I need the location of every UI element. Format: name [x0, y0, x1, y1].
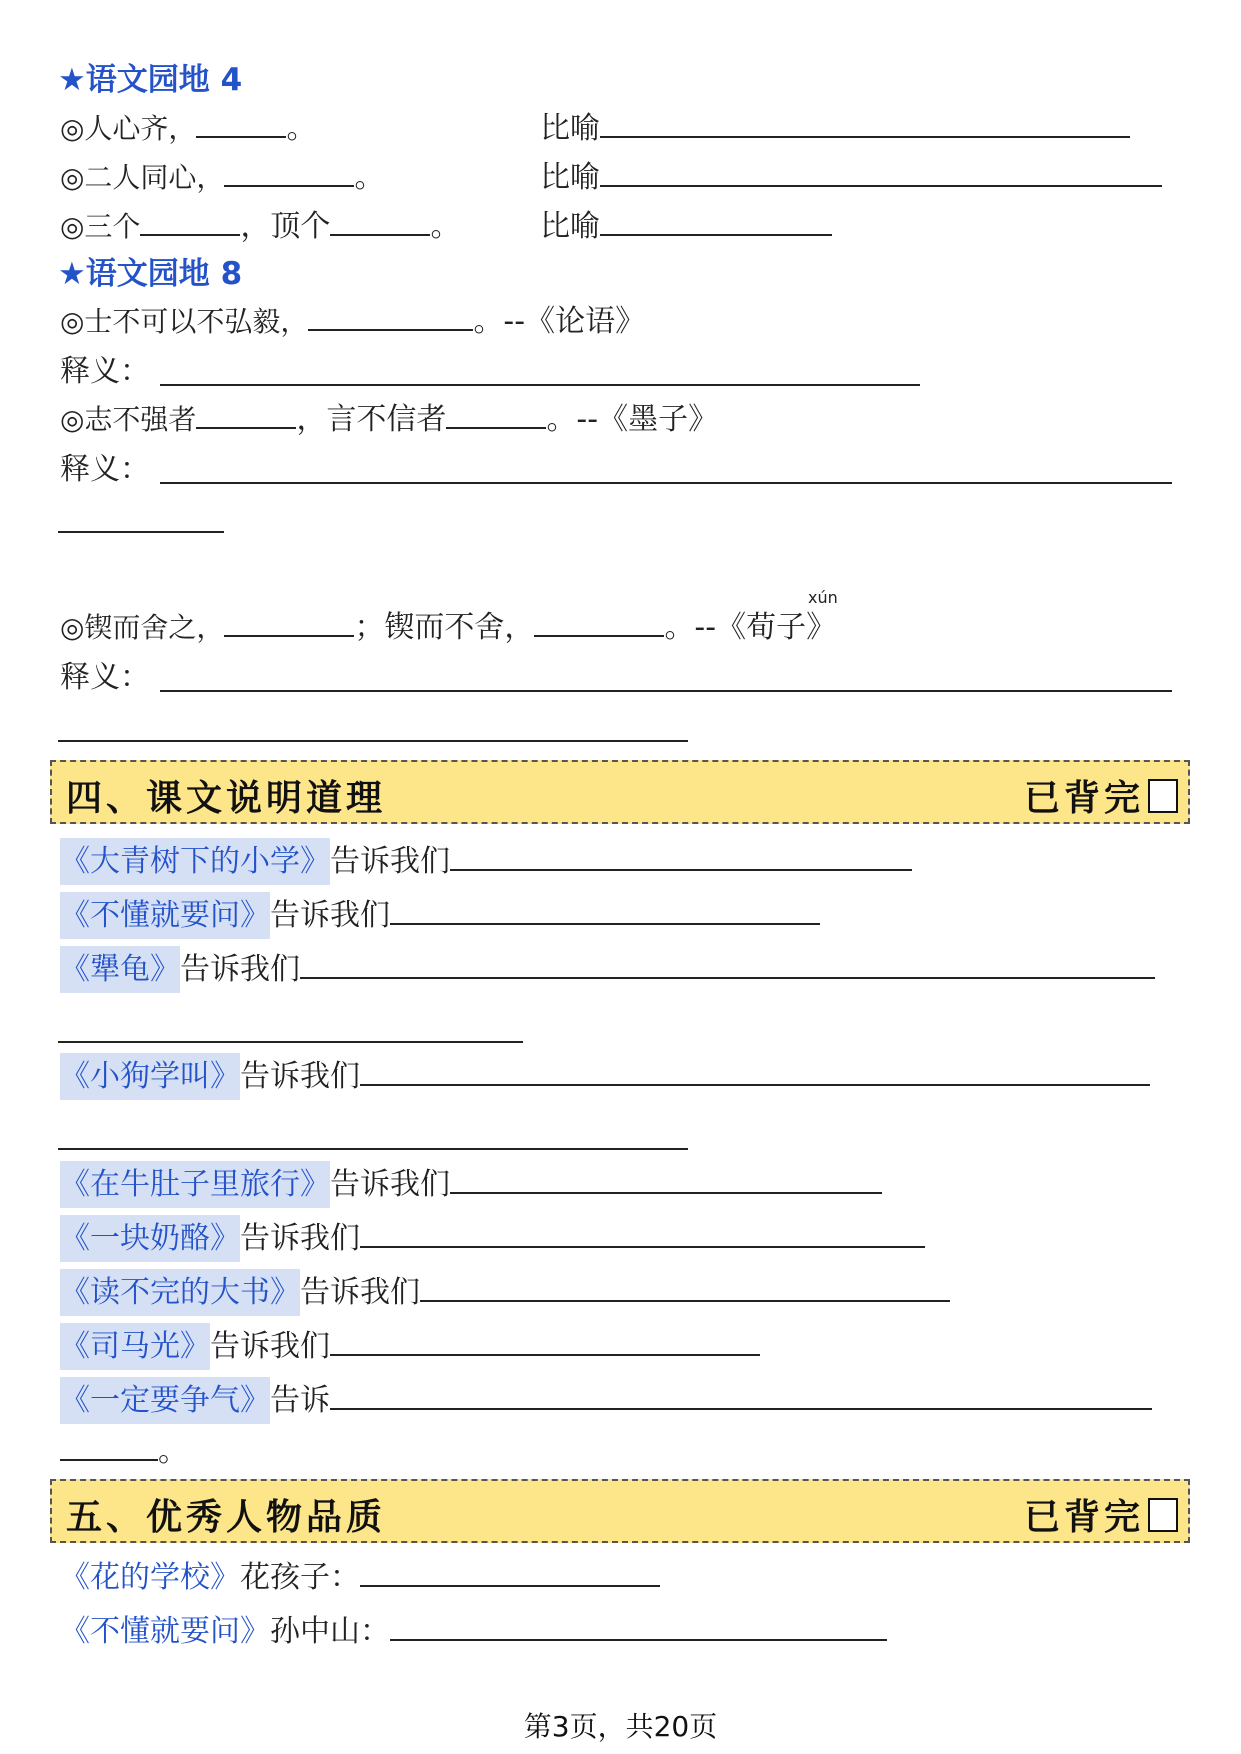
idiom-text-b: ，顶个 [240, 209, 331, 244]
book-title: 《犟龟》 [60, 946, 180, 993]
meaning-blank[interactable] [160, 690, 1172, 692]
answer-blank[interactable] [450, 843, 912, 871]
answer-blank[interactable] [196, 110, 286, 138]
section-bar-reasoning [50, 760, 1190, 824]
meaning-blank-cont[interactable] [58, 740, 688, 742]
metaphor-label: 比喻 [540, 209, 600, 244]
section-title: 四、课文说明道理 [66, 777, 387, 819]
metaphor-row-3 [540, 205, 832, 249]
answer-blank[interactable] [446, 401, 546, 429]
heading-garden-8: ★语文园地 8 [58, 256, 243, 292]
book-title: 《小狗学叫》 [60, 1053, 240, 1100]
tell-label: 告诉我们 [270, 898, 390, 933]
heading-garden-4: ★语文园地 4 [58, 62, 243, 98]
lesson-row [60, 1217, 925, 1261]
idiom-line-1 [60, 107, 316, 151]
idiom-line-2 [60, 156, 384, 200]
meaning-row-1 [60, 350, 150, 394]
book-title: 《读不完的大书》 [60, 1269, 300, 1316]
quote-line-2 [60, 398, 718, 442]
lesson-row-cont [60, 1430, 188, 1474]
metaphor-blank[interactable] [600, 159, 1162, 187]
answer-blank-cont[interactable] [58, 1041, 523, 1043]
character-row [60, 1610, 887, 1654]
quote-text: ◎士不可以不弘毅， [60, 305, 309, 338]
lesson-row [60, 1055, 1150, 1099]
metaphor-blank[interactable] [600, 208, 832, 236]
pinyin-annotation: xún [808, 588, 838, 607]
book-title: 《花的学校》 [60, 1560, 240, 1595]
lesson-row [60, 840, 912, 884]
answer-blank[interactable] [360, 1220, 925, 1248]
answer-blank[interactable] [330, 1328, 760, 1356]
idiom-end: 。 [354, 160, 385, 195]
meaning-label: 释义： [60, 354, 150, 389]
book-title: 《一块奶酪》 [60, 1215, 240, 1262]
meaning-row-3 [60, 656, 150, 700]
book-title: 《大青树下的小学》 [60, 838, 330, 885]
idiom-end: 。 [430, 209, 461, 244]
metaphor-label: 比喻 [540, 160, 600, 195]
quote-text-b: ；锲而不舍， [354, 610, 535, 645]
lesson-row [60, 948, 1155, 992]
tell-label: 告诉我们 [300, 1275, 420, 1310]
quote-text: ◎志不强者 [60, 403, 197, 436]
answer-blank[interactable] [224, 609, 354, 637]
character-row [60, 1556, 660, 1600]
source-char: 荀 [746, 610, 777, 645]
answer-blank-cont[interactable] [60, 1433, 158, 1461]
done-marker [1024, 1489, 1178, 1540]
answer-blank[interactable] [534, 609, 664, 637]
done-checkbox[interactable] [1148, 779, 1178, 813]
quote-source: 。--《 [664, 610, 747, 645]
answer-blank[interactable] [330, 1382, 1152, 1410]
meaning-blank[interactable] [160, 384, 920, 386]
person-label: 孙中山： [270, 1614, 390, 1649]
book-title: 《司马光》 [60, 1323, 210, 1370]
quote-line-1 [60, 300, 645, 344]
person-label: 花孩子： [240, 1560, 360, 1595]
book-title: 《在牛肚子里旅行》 [60, 1161, 330, 1208]
idiom-line-3 [60, 205, 460, 249]
idiom-end: 。 [286, 111, 317, 146]
meaning-label: 释义： [60, 660, 150, 695]
answer-blank[interactable] [224, 159, 354, 187]
tell-label: 告诉我们 [330, 1167, 450, 1202]
quote-line-3 [60, 606, 836, 650]
tell-label: 告诉我们 [330, 844, 450, 879]
tell-label: 告诉我们 [180, 952, 300, 987]
book-title: 《不懂就要问》 [60, 1614, 270, 1649]
metaphor-row-2 [540, 156, 1162, 200]
answer-blank-cont[interactable] [58, 1148, 688, 1150]
answer-blank[interactable] [420, 1274, 950, 1302]
tell-label: 告诉我们 [240, 1059, 360, 1094]
quote-text: ◎锲而舍之， [60, 611, 225, 644]
answer-blank[interactable] [450, 1166, 882, 1194]
book-title: 《不懂就要问》 [60, 892, 270, 939]
answer-blank[interactable] [360, 1058, 1150, 1086]
done-label: 已背完 [1023, 777, 1144, 819]
meaning-blank[interactable] [160, 482, 1172, 484]
quote-text-b: ，言不信者 [296, 402, 447, 437]
lesson-row [60, 1163, 882, 1207]
section-title: 五、优秀人物品质 [66, 1496, 387, 1538]
idiom-text: ◎二人同心， [60, 161, 225, 194]
meaning-row-2 [60, 448, 150, 492]
answer-blank[interactable] [360, 1559, 660, 1587]
metaphor-blank[interactable] [600, 110, 1130, 138]
done-checkbox[interactable] [1148, 1498, 1178, 1532]
answer-blank[interactable] [390, 897, 820, 925]
answer-blank[interactable] [140, 208, 240, 236]
page-number: 第3页，共20页 [523, 1710, 718, 1743]
tell-label: 告诉 [270, 1383, 330, 1418]
lesson-row [60, 1379, 1152, 1423]
book-title: 《一定要争气》 [60, 1377, 270, 1424]
lesson-row [60, 1271, 950, 1315]
answer-blank[interactable] [390, 1613, 887, 1641]
quote-source: 。--《论语》 [473, 304, 646, 339]
idiom-text: ◎人心齐， [60, 112, 197, 145]
idiom-text: ◎三个 [60, 210, 141, 243]
quote-source: 。--《墨子》 [546, 402, 719, 437]
end-period: 。 [158, 1434, 188, 1469]
meaning-blank-cont[interactable] [58, 531, 224, 533]
tell-label: 告诉我们 [210, 1329, 330, 1364]
metaphor-label: 比喻 [540, 111, 600, 146]
lesson-row [60, 894, 820, 938]
answer-blank[interactable] [330, 208, 430, 236]
meaning-label: 释义： [60, 452, 150, 487]
metaphor-row-1 [540, 107, 1130, 151]
answer-blank[interactable] [308, 303, 473, 331]
lesson-row [60, 1325, 760, 1369]
answer-blank[interactable] [300, 951, 1155, 979]
done-marker [1024, 770, 1178, 821]
done-label: 已背完 [1023, 1496, 1144, 1538]
source-end: 子》 [776, 610, 837, 645]
tell-label: 告诉我们 [240, 1221, 360, 1256]
answer-blank[interactable] [196, 401, 296, 429]
section-bar-character [50, 1479, 1190, 1543]
